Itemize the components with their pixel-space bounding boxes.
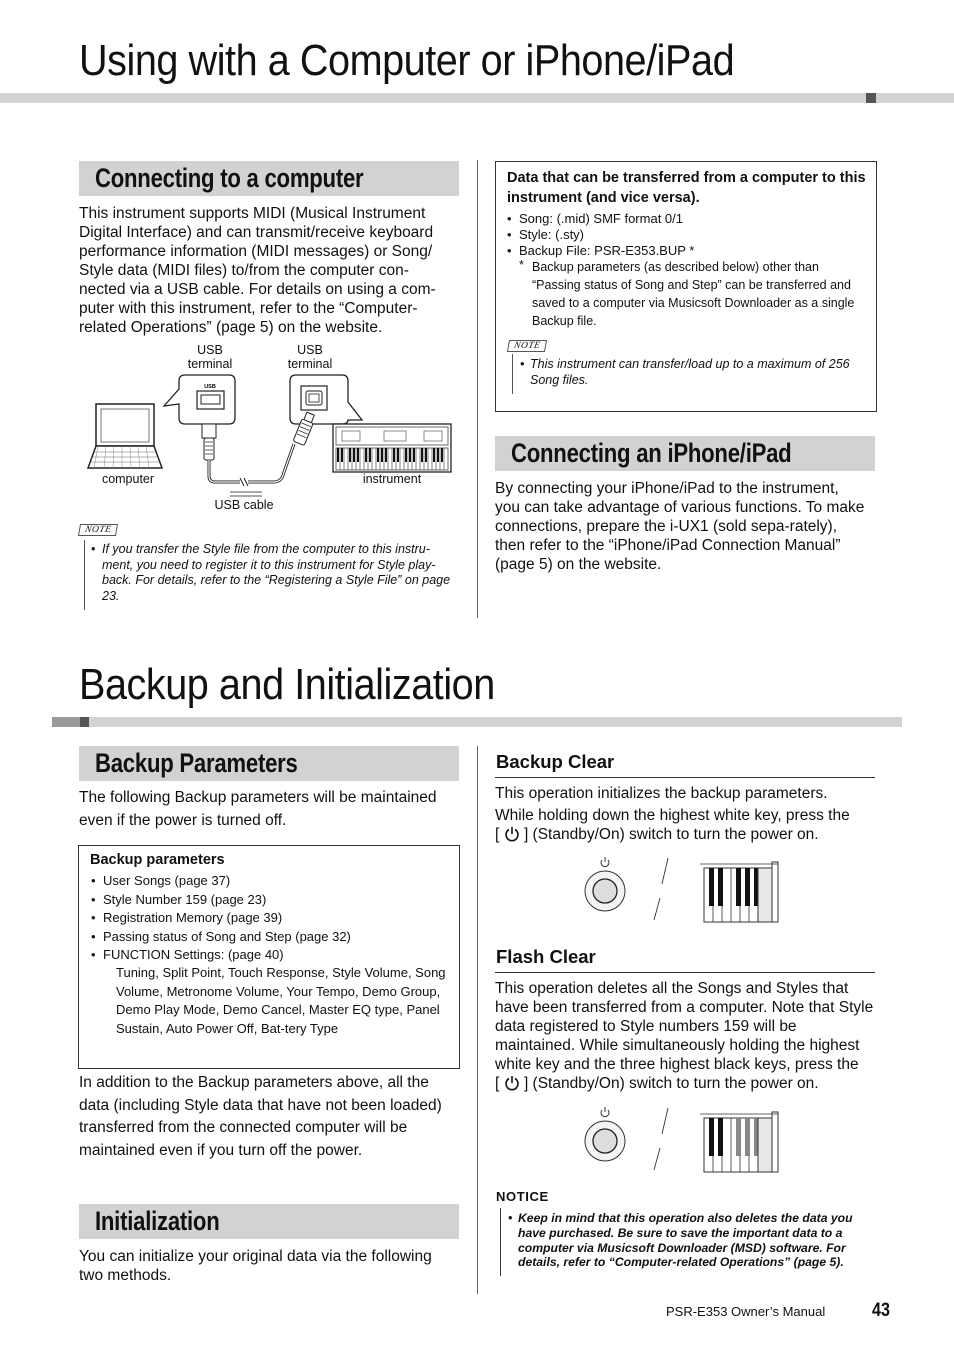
title-rule [89,717,902,727]
initialization-body: You can initialize your original data via the following two methods. [79,1248,432,1284]
power-icon [504,1075,520,1091]
computer-icon [88,404,162,468]
page-title-2: Backup and Initialization [79,660,495,709]
heading-rule [495,777,875,778]
list-item: • Passing status of Song and Step (page 32) [89,928,449,947]
flash-clear-body: This operation deletes all the Songs and Styles that have been transferred from a computer. Note that Style data registered to Style numbers 159 will be maintained. While simultaneously holding the highest white key and the three highest black keys, press the [495,980,874,1073]
flash-clear-line [495,1074,875,1093]
list-item: • Style Number 159 (page 23) [89,891,449,910]
flash-clear-illustration [580,1104,790,1174]
list-item: • Backup File: PSR-E353.BUP * [505,243,865,259]
svg-text:USB: USB [204,384,216,390]
footer-manual-name: PSR-E353 Owner’s Manual [666,1304,826,1319]
backup-parameters-box [78,845,460,1069]
note-rule [512,354,513,394]
backup-list [89,872,449,965]
note-content: If you transfer the Style file from the computer to this instru-ment, you need to register it to this instrument for Style play-back. For details, refer to the “Registering a Style File” on page 23. [102,542,451,603]
list-item: • Style: (.sty) [505,227,865,243]
page-title-1: Using with a Computer or iPhone/iPad [79,36,735,85]
usb-cable-label: USB cable [214,498,274,512]
backup-clear-illustration [580,854,790,924]
section-connect-iphone [495,436,875,471]
diagram-drawing [84,340,464,515]
title-rule-start [52,717,80,727]
usb-terminal-label-left: USB terminal [187,343,233,371]
list-item: • Registration Memory (page 39) [89,909,449,928]
backup-clear-line3 [495,825,875,844]
flash-clear-heading: Flash Clear [496,946,596,967]
connect-iphone-body: By connecting your iPhone/iPad to the instrument, you can take advantage of various functions. To make connections, prepare the i-UX1 (sold sepa-rately), then refer to the “iPhone/iPad Connection Manual” (page 5) on the website. [495,480,865,573]
computer-label: computer [101,472,155,486]
section-connect-computer [79,161,459,196]
note-content: This instrument can transfer/load up to a maximum of 256 Song files. [530,357,850,387]
section-heading: Initialization [95,1206,220,1236]
notice-heading: NOTICE [496,1189,549,1204]
section-backup-parameters [79,746,459,781]
note-tag: NOTE [507,340,547,352]
power-icon [504,826,520,842]
page-number: 43 [872,1300,890,1321]
title-rule-accent [80,717,89,727]
title-rule-accent [866,93,876,103]
usb-connection-diagram [84,340,464,515]
connect-computer-body: This instrument supports MIDI (Musical Instrument Digital Interface) and can transmit/receive keyboard performance information (MIDI messages) or Song/ Style data (MIDI files) to/from the computer con-nected via a USB cable. For details on using a com-puter with this instrument, refer to the “Computer-related Operations” (page 5) on the website. [79,205,436,336]
backup-params-intro: The following Backup parameters will be maintained even if the power is turned off. [79,789,437,829]
usb-terminal-label-right: USB terminal [287,343,333,371]
note-tag: NOTE [78,524,118,536]
bracket-open: [ [495,826,500,843]
power-switch-text: ] (Standby/On) switch to turn the power on. [523,826,819,843]
backup-clear-heading: Backup Clear [496,751,615,772]
list-item: • FUNCTION Settings: (page 40) [89,946,449,965]
title-rule-end [876,93,954,103]
note-rule [84,540,85,610]
section-initialization [79,1204,459,1239]
list-item: • User Songs (page 37) [89,872,449,891]
column-divider [477,746,478,1294]
backup-box-title: Backup parameters [90,852,225,868]
transfer-box-heading: Data that can be transferred from a computer to this instrument (and vice versa). [507,170,866,206]
notice-content: Keep in mind that this operation also deletes the data you have purchased. Be sure to save the important data to a computer via Musicsoft Downloader (MSD) software. For details, refer to “Computer-related Operations” (page 5). [518,1211,853,1270]
backup-params-after: In addition to the Backup parameters above, all the data (including Style data that have not been loaded) transferred from the connected computer will be maintained even if you turn off the power. [79,1074,442,1159]
power-switch-text: ] (Standby/On) switch to turn the power on. [523,1075,819,1092]
transfer-list [505,211,865,259]
footnote-mark: * [519,258,524,272]
notice-rule [500,1208,501,1276]
note-text: • If you transfer the Style file from the computer to this instru-ment, you need to register it to this instrument for Style play-back. For details, refer to the “Registering a Style File” on page 23. [91,542,451,603]
section-heading: Connecting to a computer [95,163,364,193]
title-rule [0,93,866,103]
column-divider [477,160,478,618]
bracket-open: [ [495,1075,500,1092]
function-settings-detail: Tuning, Split Point, Touch Response, Style Volume, Song Volume, Metronome Volume, Your Tempo, Demo Group, Demo Play Mode, Demo Cancel, Master EQ type, Panel Sustain, Auto Power Off, Bat-tery Type [116,965,446,1036]
section-heading: Backup Parameters [95,748,298,778]
section-heading: Connecting an iPhone/iPad [511,438,792,468]
backup-clear-line1: This operation initializes the backup parameters. [495,785,828,802]
note-text: • This instrument can transfer/load up to a maximum of 256 Song files. [520,357,865,388]
instrument-icon [333,424,451,472]
backup-clear-line2: While holding down the highest white key, press the [495,807,850,824]
transfer-footnote: Backup parameters (as described below) other than “Passing status of Song and Step” can be transferred and saved to a computer via Musicsoft Downloader as a single Backup file. [532,260,855,328]
heading-rule [495,972,875,973]
notice-text: • Keep in mind that this operation also deletes the data you have purchased. Be sure to save the important data to a computer via Musicsoft Downloader (MSD) software. For details, refer to “Computer-related Operations” (page 5). [508,1211,874,1270]
instrument-label: instrument [362,472,422,486]
transfer-data-box [495,161,877,412]
list-item: • Song: (.mid) SMF format 0/1 [505,211,865,227]
